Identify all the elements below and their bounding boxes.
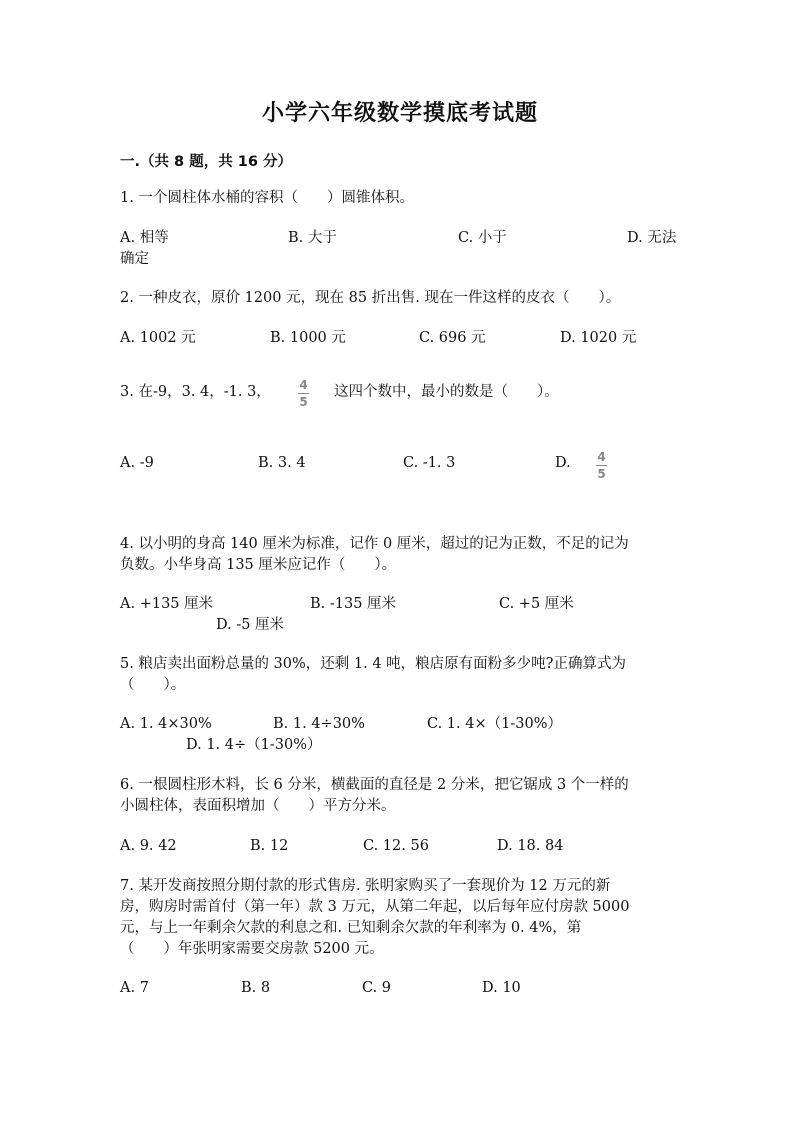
fraction-bar xyxy=(298,393,309,394)
q3-option-c[interactable]: C. -1. 3 xyxy=(403,455,456,471)
q4-option-a[interactable]: A. +135 厘米 xyxy=(120,596,214,612)
q7-option-c[interactable]: C. 9 xyxy=(362,980,392,996)
q7-stem-line-3: 元，与上一年剩余欠款的利息之和. 已知剩余欠款的年利率为 0. 4%，第 xyxy=(120,920,582,936)
q6-stem-line-1: 6. 一根圆柱形木料，长 6 分米，横截面的直径是 2 分米，把它锯成 3 个一样的 xyxy=(120,777,629,793)
q2-option-a[interactable]: A. 1002 元 xyxy=(120,330,196,346)
q2-option-c[interactable]: C. 696 元 xyxy=(419,330,486,346)
q3-option-d-fraction xyxy=(596,450,607,481)
q1-option-a[interactable]: A. 相等 xyxy=(120,230,169,246)
q6-option-d[interactable]: D. 18. 84 xyxy=(497,838,564,854)
q5-option-c[interactable]: C. 1. 4×（1-30%） xyxy=(427,716,562,732)
q7-option-b[interactable]: B. 8 xyxy=(241,980,271,996)
q6-option-c[interactable]: C. 12. 56 xyxy=(363,838,429,854)
q4-option-d[interactable]: D. -5 厘米 xyxy=(216,617,285,633)
fraction-numerator: 4 xyxy=(597,450,606,464)
q2-option-b[interactable]: B. 1000 元 xyxy=(270,330,346,346)
exam-title: 小学六年级数学摸底考试题 xyxy=(261,101,538,126)
q7-option-a[interactable]: A. 7 xyxy=(120,980,149,996)
q1-option-d-continued: 确定 xyxy=(120,251,149,267)
fraction-denominator: 5 xyxy=(299,395,308,409)
q6-stem-line-2: 小圆柱体，表面积增加（ ）平方分米。 xyxy=(120,798,396,814)
fraction-denominator: 5 xyxy=(597,467,606,481)
q3-stem-end: 这四个数中，最小的数是（ ）。 xyxy=(334,384,559,400)
q3-option-d[interactable]: D. xyxy=(555,455,571,471)
q7-stem-line-2: 房，购房时需首付（第一年）款 3 万元，从第二年起，以后每年应付房款 5000 xyxy=(120,899,630,915)
q3-option-b[interactable]: B. 3. 4 xyxy=(258,455,306,471)
q1-option-d[interactable]: D. 无法 xyxy=(627,230,677,246)
q2-stem: 2. 一种皮衣，原价 1200 元，现在 85 折出售. 现在一件这样的皮衣（ ）。 xyxy=(120,290,621,306)
q5-option-b[interactable]: B. 1. 4÷30% xyxy=(273,716,365,732)
fraction-bar xyxy=(596,465,607,466)
fraction-numerator: 4 xyxy=(299,378,308,392)
q4-stem-line-1: 4. 以小明的身高 140 厘米为标准，记作 0 厘米，超过的记为正数，不足的记为 xyxy=(120,536,629,552)
q5-option-d[interactable]: D. 1. 4÷（1-30%） xyxy=(186,737,322,753)
q5-stem-line-2: （ ）。 xyxy=(120,677,186,693)
q1-option-c[interactable]: C. 小于 xyxy=(458,230,507,246)
q1-stem: 1. 一个圆柱体水桶的容积（ ）圆锥体积。 xyxy=(120,190,414,206)
q5-option-a[interactable]: A. 1. 4×30% xyxy=(120,716,212,732)
q4-option-c[interactable]: C. +5 厘米 xyxy=(499,596,574,612)
q3-stem-start: 3. 在-9，3. 4，-1. 3， xyxy=(120,384,271,400)
q2-option-d[interactable]: D. 1020 元 xyxy=(560,330,637,346)
q7-stem-line-1: 7. 某开发商按照分期付款的形式售房. 张明家购买了一套现价为 12 万元的新 xyxy=(120,878,611,894)
q6-option-a[interactable]: A. 9. 42 xyxy=(120,838,177,854)
q7-option-d[interactable]: D. 10 xyxy=(482,980,521,996)
q1-option-b[interactable]: B. 大于 xyxy=(288,230,337,246)
q7-stem-line-4: （ ）年张明家需要交房款 5200 元。 xyxy=(120,941,384,957)
section-heading: 一.（共 8 题，共 16 分） xyxy=(120,154,292,170)
q5-stem-line-1: 5. 粮店卖出面粉总量的 30%，还剩 1. 4 吨，粮店原有面粉多少吨?正确算式为 xyxy=(120,656,626,672)
q3-stem-fraction xyxy=(298,378,309,409)
q6-option-b[interactable]: B. 12 xyxy=(250,838,289,854)
q3-option-a[interactable]: A. -9 xyxy=(120,455,154,471)
q4-stem-line-2: 负数。小华身高 135 厘米应记作（ ）。 xyxy=(120,557,397,573)
q4-option-b[interactable]: B. -135 厘米 xyxy=(310,596,397,612)
